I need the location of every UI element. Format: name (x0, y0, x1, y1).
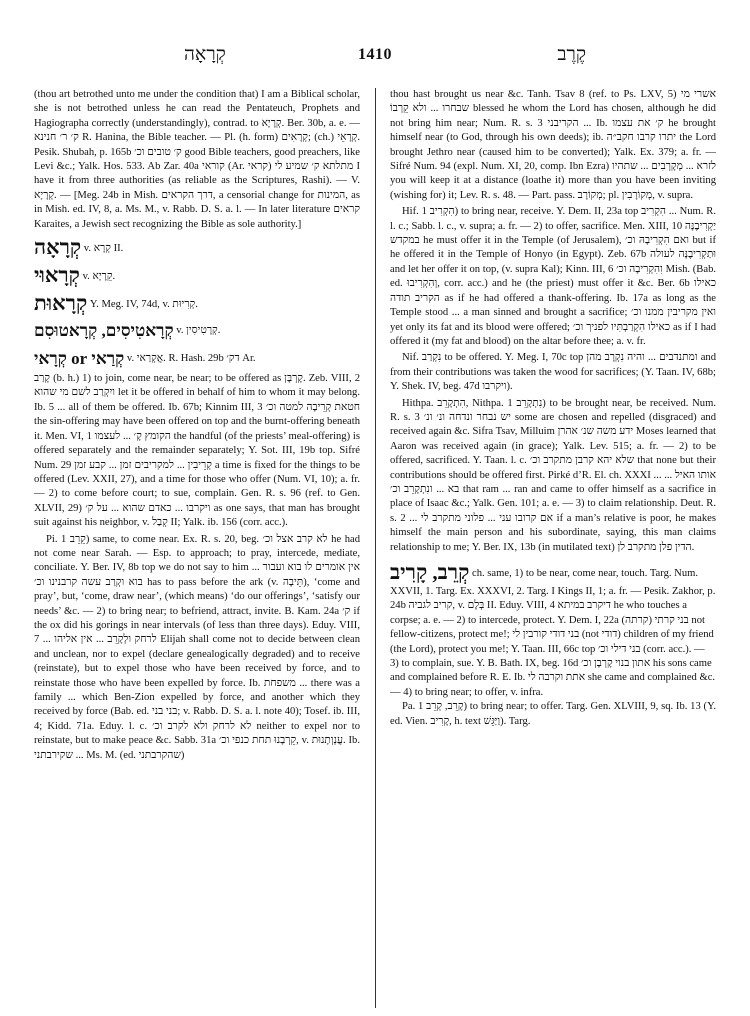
entry-qeraut (34, 290, 360, 316)
headword: קְרַאי or קְרָאי (34, 349, 125, 369)
entry-text: ch. same, 1) to be near, come near, touch. Targ. Num. XXVII, 1. Targ. Ex. XXXVI, 2. Targ. I Kings II, 1; a. fr. — Pesik. Zakhor, p. 24b קריב לגביה, v. בְּלָם II. Eduy. VIII, 4 דיקרב במיתא he who touches a corpse; a. e. — 2) to intercede, protect. Y. Dem. I, 22a בני קרתי (קרתה) not fellow-citizens, protect me!; בני דודי קורבין לי (not דודי) children of my friend (the Lord), protect you me!; Y. Taan. III, 66c top בני דילי וכ׳ (corr. acc.). — 3) to complain, sue. Y. B. Bath. IX, beg. 16d אתון בנוי קָרְבָן וכ׳ his sons came and complained before R. E. Ib. אתת וקרבה לי she came and complained &c. — 4) to bring near; to offer, v. infra. (390, 568, 716, 698)
running-head (34, 44, 716, 70)
entry-qerib (390, 559, 716, 700)
entry-qeraui (34, 262, 360, 288)
right-column (390, 88, 716, 1008)
headword: קְרָאוּת (34, 291, 88, 316)
headword: קְרֵב, קָרִיב (390, 560, 470, 584)
pa-paragraph: Pa. קָרֵב, קְרֵב 1) to bring near; to offer. Targ. Gen. XLVIII, 9, sq. Ib. 13 (Y. ed. Vien. קָרִיב, h. text וַיַּגֵּשׁ). Targ. (390, 701, 716, 727)
left-column (34, 88, 360, 1008)
hif-paragraph: Hif. הִקְרִיב 1) to bring near, receive. Y. Dem. II, 23a top הִקְרִיב ... Num. R. l. c.; Sabb. l. c., v. supra; a. fr. — 2) to offer, sacrifice. Men. XIII, 10 יַקְרִיבֶנָּה במקדש he must offer it in the Temple (of Jerusalem), ואם הִקְרִיבָהּ וכ׳ but if he offered it in the Temple of Honyo (in Egypt). Zeb. 67b וּתַקְרִיבֶנָּה לעולה and let her offer it on top, (v. supra Kal); Kinn. III, 6 וִהִקְרִיבָה וכ׳ Mish. (Bab. ed. וְהִקְרִיבוּ, corr. acc.) and he (the priest) must offer it &c. Ber. 6b כאילו הקריב תודה as if he had offered a thank-offering. Ib. 17a as long as the Temple stood ... a man sinned and brought a sacrifice; ואין מקריבין ממנו וכ׳ yet only its fat and its blood were offered; כאילו הִקְרַבְתִּיו לפניך וכ׳ as if I had offered it (my fat and blood) on the altar before thee; a. v. fr. (390, 206, 716, 347)
header-right-word: קֶרֶב (557, 44, 586, 65)
entry-qeratisim (34, 318, 360, 344)
entry-text: v. קְרָטִיסִין. (176, 325, 221, 337)
headword: קְרָאוּי (34, 263, 80, 288)
entry-qeraah (34, 234, 360, 260)
column-divider (375, 88, 376, 1008)
continuation-paragraph: thou hast brought us near &c. Tanh. Tsav 8 (ref. to Ps. LXV, 5) אשרי מי שבחרו ... ולא קֵרְבוֹ blessed he whom the Lord has chosen, although he did not bring him near; Num. R. s. 3 הקריבני ... Ib. ק׳ את עצמו he brought himself near (to God, through his own deeds); ib. יתרו קרבו חקב״ה the Lord brought Jethro near (caused him to be converted); Yalk. Ex. 379; a. fr. — Sifré Num. 94 (expl. Num. XI, 20, comp. Ibn Ezra) לזרא ... מְקָרְבִים ... שתהיו you will keep it at a distance (loathe it) more than you have been inviting (wishing for) it; Lev. R. s. 48. — Part. pass. מְקוֹרָב; pl. מְקוֹרָבִין, v. supra. (390, 89, 716, 201)
pi-paragraph: Pi. קֵרֵב 1) same, to come near. Ex. R. s. 20, beg. לא קרב אצל וכ׳ he had not come near Sarah. — Esp. to approach; to pray, intercede, mediate, conciliate. Y. Ber. IV, 8b top we do not say to him אין אומרים לו בוא ועבור ... בוא וקְרַב עשה קרבנינו וכ׳ has to pass before the ark (v. תֵּיבָה), ‘come and pray’, but, ‘come, draw near’, (which means) ‘do our offerings’, ‘satisfy our needs’ &c. — 2) to bring near; to befriend, attract, invite. B. Kam. 24a ק׳ if the ox did his gorings in near intervals (of less than three days). Eduy. VIII, 7 ... לרחק ולְקָרֵב ... אין אליהו Elijah shall come not to decide between clean and unclean, nor to expel (declare genealogically degraded) and to receive (reinstate), but to expel those who have been received by force, and to reinstate those who have been expelled by force. Ib. משפחת ... there was a family ... which Ben-Zion expelled by force, and another which they received by force (Bab. ed. בני בני; v. Rabb. D. S. a. l. note 40); Tosef. ib. III, 4; Kidd. 71a. Eduy. l. c. לא לרחק ולא לקרב וכ׳ neither to expel nor to reinstate, but to make peace &c. Sabb. 31a קֵרְבָנוּ תחת כנפי וכ׳, v. עֲנְוְתָנוּת. Ib. שקירבתני ... Ms. M. (ed. שהקרבתני) (34, 533, 360, 761)
hith-paragraph: Hithpa. הִתְקָרֵב, Nithpa. נִתְקָרֵב 1) to be brought near, be received. Num. R. s. 3 יש נבחר ונדחה ונ׳ ונ׳ some are chosen and repelled (disgraced) and received again &c. Sifra Tsav, Milluim ידע משה שנ׳ אהרן Moses learned that Aaron was received again (in grace); Yalk. Lev. 515; a. fr. — 2) to be offered, sacrificed. Y. Taan. l. c. שלא יהא קרבן מתקרב וכ׳ that none but their contributions should be offered first. Pirké d’R. El. ch. XXXI ... אותו האיל ... בא ... ונִתְקָרֵב וכ׳ that ram ... ran and came to offer himself as a sacrifice in place of Isaac &c.; Yalk. Gen. 101; a. e. — 3) to claim relationship. Deut. R. s. 2 ... אם קרובו עני ... פלוני מתקרב לי if a man’s relative is poor, he makes himself the main person and his subordinate, saying, this man claims relationship to me; Y. Ber. IX, 13b (in mutilated text) הדין פלן מתקרב לן. (390, 397, 716, 553)
two-column-body (34, 88, 716, 1008)
entry-text: v. קְרָא II. (83, 243, 124, 255)
intro-paragraph: (thou art betrothed unto me under the condition that) I am a Biblical scholar, she is not betrothed unless he can read the Pentateuch, Prophets and Hagiographa correctly (understandingly), contrad. to קְרָיָא. Ber. 30b, a. e. — ק׳ ר׳ חנינא R. Hanina, the Bible teacher. — Pl. (h. form) קְרָאִים; (ch.) קְרָאֵי. Pesik. Shubah, p. 165b ק׳ טובים וכ׳ good Bible teachers, good preachers, like Levi &c.; Yalk. Hos. 533. Ab Zar. 40a קוראי (Ar. קראי) מתלתא ק׳ שמיע לי I have it from three authorities (as reliable as the Scriptures, Rashi). — V. קְרָיָא. — [Meg. 24b in Mish. דרך הקראים, a censorial change for המינות, as in Mish. ed. IV, 8, a. Ms. M., v. Rabb. D. S. a. l. — In later literature קראים Karaites, a Jewish sect recognizing the Bible as sole authority.] (34, 89, 360, 230)
nif-paragraph: Nif. נִקְרַב to be offered. Y. Meg. I, 70c top ומתנדבים ... והיה נִקְרָב מהן and from their contributions was taken the wood for sacrifices; (Y. Taan. IV, 68b; Y. Shek. IV, beg. 47d ויקרבו). (390, 352, 716, 393)
entry-text: v. אֲקְרַאי. R. Hash. 29b דק׳ Ar. (126, 353, 256, 365)
headword: קְרָאָה (34, 235, 82, 260)
entry-text: Y. Meg. IV, 74d, v. קְרִיוּת. (89, 299, 198, 311)
karab-paragraph: קָרַב (b. h.) 1) to join, come near, be near; to be offered as קָרְבָּן. Zeb. VIII, 2 ויִקְרַב לשם מי שהוא let it be offered in behalf of him to whom it may belong. Ib. 5 ... all of them be offered. Ib. 67b; Kinnim III, 3 חטאת קְרֵיבָה למטה וכ׳ the sin-offering may have been offered on top and the burnt-offering beneath it. Men. VI, 1 הקומץ קָ׳ ... לעצמו the handful (of the priests’ meal-offering) is offered separately and the remainder separately; Y. Sot. III, 19b top. Sifré Num. 29 קְרֵיבִין ... למקריבים זמן ... קבע זמן a time is fixed for the things to be offered (Lev. XXII, 27), and a time for those who offer (Num. VI, 10); a. fr. — 2) to come before court; to sue, complain. Gen. R. s. 96 (ref. to Gen. XLVII, 29) ויקרבו ... כאדם שהוא ... על ק׳ as one says, that man has brought suit against his neighbor, v. קְבַל II; Yalk. ib. 156 (corr. acc.). (34, 373, 360, 529)
header-left-word: קְרָאָה (184, 44, 226, 65)
page-number: 1410 (358, 46, 392, 63)
headword: קְרָאטִיסִים, קְרָאטוּסִם (34, 321, 174, 341)
entry-qerai (34, 346, 360, 372)
entry-text: v. קֵרָיָא. (82, 271, 116, 283)
